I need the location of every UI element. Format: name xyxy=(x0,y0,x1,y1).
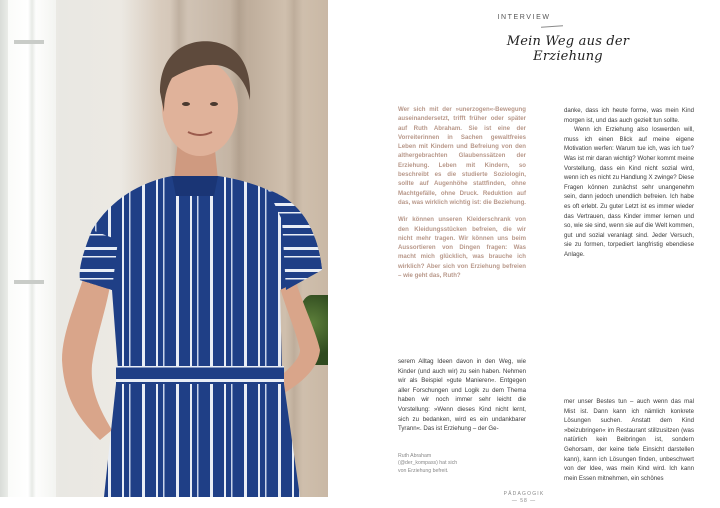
photo-caption xyxy=(398,453,488,475)
page-folio xyxy=(328,491,720,504)
body-column-bottom-left xyxy=(398,357,526,434)
woman-figure xyxy=(0,0,328,497)
section-kicker: INTERVIEW xyxy=(497,14,551,21)
article-headline: Mein Weg aus der Erziehung xyxy=(506,34,630,64)
body-paragraph: Wenn ich Erziehung also loswerden will, muss ich einen Blick auf meine eigene Motivation werfen: Warum tue ich, was ich tue? Was ist mir daran wichtig? Woher kommt meine Vorstellung, dass ein Kind nicht sozial wird, wenn ich es nicht zu Handlung X zwinge? Diese Fragen können zunächst sehr unangenehm sein, dann jedoch unendlich befreien. Ich habe es oft erlebt. Zu guter Letzt ist es immer wieder das Vertrauen, dass Kinder immer lernen und so, wie sie sind, wenn sie auf die Welt kommen, gut und sozial veranlagt sind. Jeder Versuch, sie zu formen, torpediert langfristig ebendiese Anlage. xyxy=(564,126,694,258)
body-paragraph: mer unser Bestes tun – auch wenn das mal Mist ist. Dann kann ich nämlich konkrete Lösungen suchen. Anstatt dem Kind »beizubringen« im Restaurant stillzusitzen (was natürlich kein Beibringen ist, sondern Gehorsam, der keine tiefe Einsicht darstellen kann), kann ich Lösungen finden, unbeschwert von der Idee, was mein Kind wird. Ich kann mein Essen mitnehmen, ein schönes xyxy=(564,398,694,482)
page-number: — 58 — xyxy=(511,498,537,504)
caption-line: von Erziehung befreit. xyxy=(398,467,449,474)
folio-section: PÄDAGOGIK xyxy=(503,491,545,497)
caption-line: (@der_kompass) hat sich xyxy=(398,460,458,467)
caption-line: Ruth Abraham xyxy=(398,453,432,459)
body-paragraph: danke, dass ich heute forme, was mein Kind morgen ist, und das auch gezielt tun sollte. xyxy=(564,107,694,124)
portrait-photo xyxy=(0,0,328,497)
kicker-underline xyxy=(541,25,563,28)
lead-question: Wir können unseren Kleiderschrank von den Kleidungsstücken befreien, die wir nicht mehr tragen. Wir können uns beim Aussortieren von Dingen fragen: Was macht mich glücklich, was brauche ich wirklich? Aber sich von Erziehung befreien – wie geht das, Ruth? xyxy=(398,216,526,280)
article-page xyxy=(328,0,720,508)
lead-paragraph: Wer sich mit der »unerzogen«-Bewegung auseinandersetzt, trifft früher oder später auf Ruth Abraham. Sie ist eine der Vorreiterinnen in Sachen gewaltfreies Leben mit Kindern und Befreiung von den althergebrachten Glaubenssätzen der Erziehung. Leben mit Kindern, so beschreibt es die studierte Soziologin, sollte auf Augenhöhe stattfinden, ohne Machtgefälle, ohne Druck. Reduktion auf das, was wirklich wichtig ist: die Beziehung. xyxy=(398,106,526,206)
body-column-top-right xyxy=(564,106,694,260)
body-paragraph: serem Alltag Ideen davon in den Weg, wie Kinder (und auch wir) zu sein haben. Nehmen wir als Beispiel »gute Manieren«. Entgegen aller Forschungen und Logik zu dem Thema haben wir noch immer sehr leicht die Vorstellung: »Wenn dieses Kind nicht lernt, sich zu bedanken, wird es ein undankbarer Tyrann«. Das ist Erziehung – der Ge- xyxy=(398,358,526,433)
body-column-bottom-right xyxy=(564,397,694,483)
lead-text xyxy=(398,105,526,288)
